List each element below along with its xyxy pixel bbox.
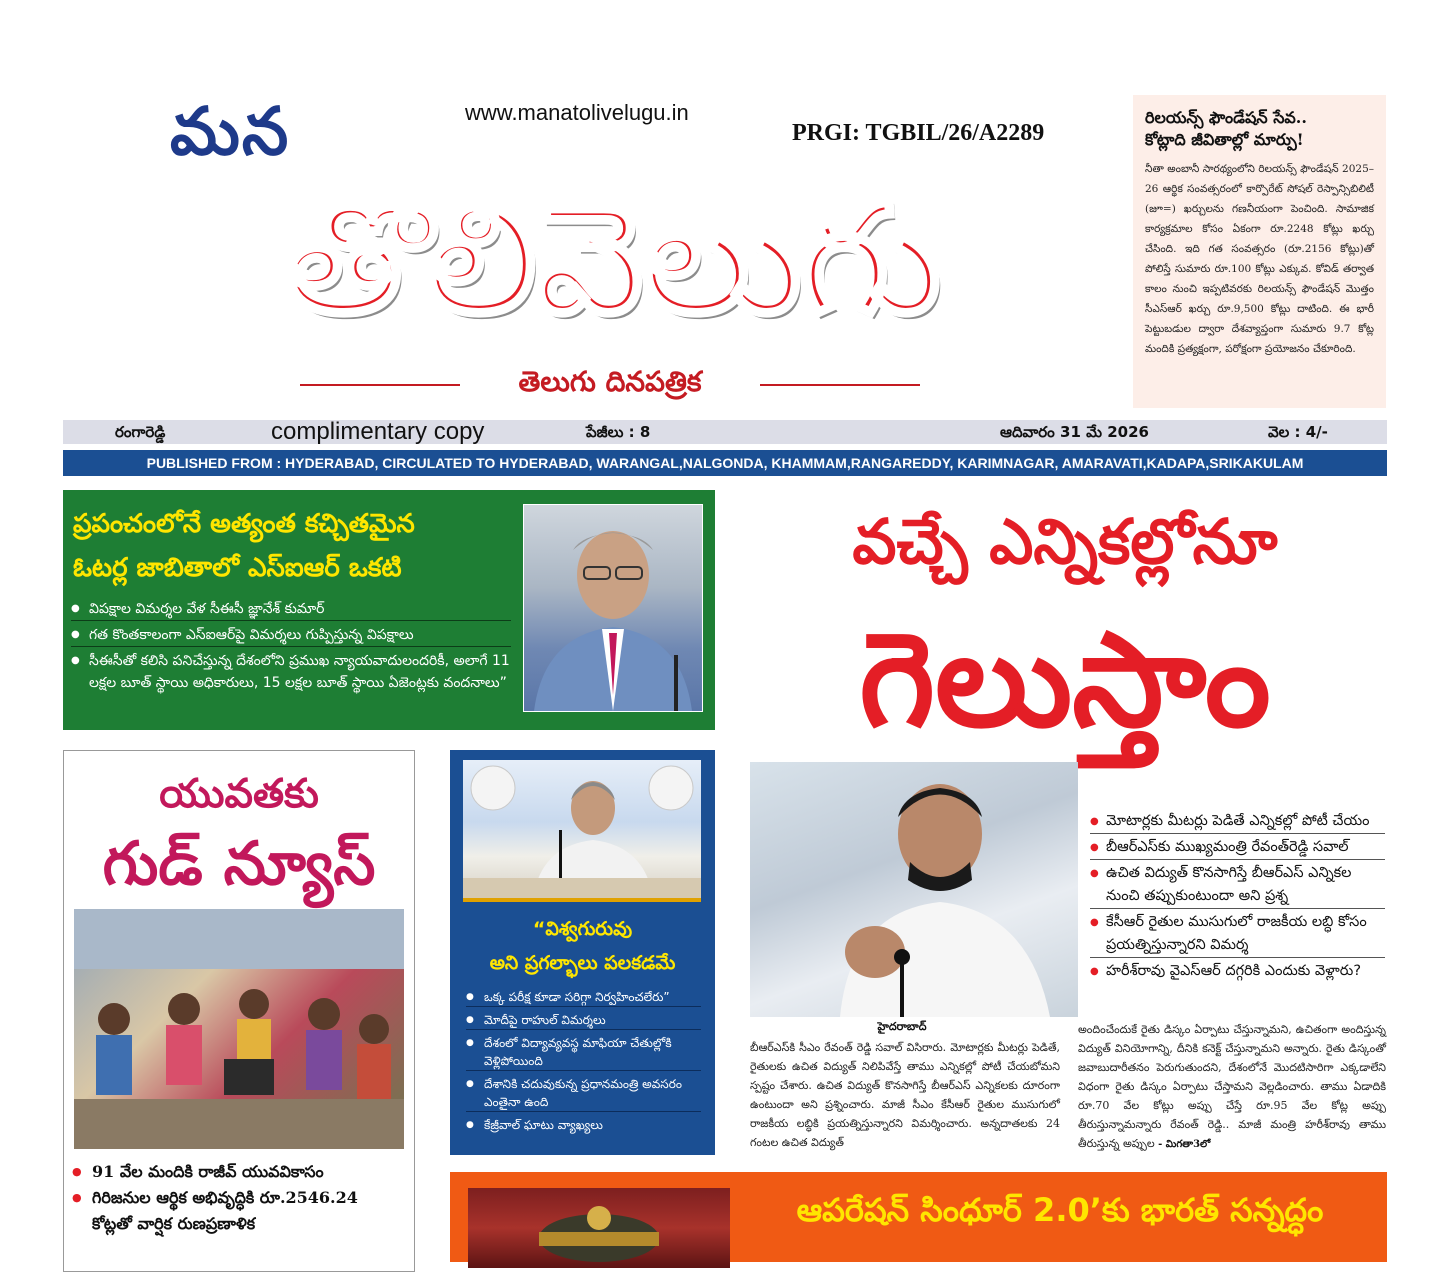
blue-story-bullets [466,988,701,1138]
main-headline[interactable]: గెలుస్తాం [859,604,1271,756]
tagline: తెలుగు దినపత్రిక [460,365,760,405]
list-item: ● కేజ్రీవాల్ ఘాటు వ్యాఖ్యలు [466,1116,701,1134]
price: వెల : 4/- [1268,423,1328,441]
list-item: ● మోదీపై రాహుల్ విమర్శలు [466,1011,701,1030]
info-strip [63,420,1387,444]
orange-story-box[interactable] [450,1172,1387,1262]
list-item: ● సీఈసీతో కలిసి పనిచేస్తున్న దేశంలోని ప్రముఖ న్యాయవాదులందరికీ, అలాగే 11 లక్షల బూత్ స్థాయి అధికారులు, 15 లక్షల బూత్ స్థాయి ఏజెంట్లకు వందనాలు” [71,650,511,694]
list-item: ● మోటార్లకు మీటర్లు పెడితే ఎన్నికల్లో పోటీ చేయం [1090,810,1385,834]
person-gesturing-icon [750,762,1078,1017]
list-item: ● దేశంలో విద్యావ్యవస్థ మాఫియా చేతుల్లోకి వెళ్లిపోయింది [466,1034,701,1071]
list-item: ● గత కొంతకాలంగా ఎస్ఐఆర్‌పై విమర్శలు గుప్పిస్తున్న విపక్షాలు [71,624,511,647]
youth-story-bullets [72,1159,402,1237]
green-story-box[interactable] [63,490,715,730]
main-headline-top[interactable]: వచ్చే ఎన్నికల్లోనూ [852,505,1278,578]
dateline: హైదరాబాద్ [877,1020,927,1033]
edition-district: రంగారెడ్డి [115,423,166,441]
cm-photo [750,762,1078,1017]
tagline-rule-right [760,384,920,386]
issue-date: ఆదివారం 31 మే 2026 [1000,423,1149,441]
list-item: ● 91 వేల మందికి రాజీవ్ యువవికాసం [72,1159,402,1185]
green-story-headline: ప్రపంచంలోనే అత్యంత కచ్చితమైన ఓటర్ల జాబితాలో ఎస్ఐఆర్ ఒకటి [73,509,415,583]
main-story-bullets [1090,810,1385,985]
side-story-title: రిలయన్స్ ఫౌండేషన్ సేవ.. కోట్లాది జీవితాల్లో మార్పు! [1145,108,1307,149]
main-story-column-1: బీఆర్ఎస్‌కి సీఎం రేవంత్ రెడ్డి సవాల్ విసిరారు. మోటార్లకు మీటర్లు పెడితే, రైతులకు ఉచిత విద్యుత్ నిలిపివేస్తే తాము ఎన్నికల్లో పోటీ చేయబోమని స్పష్టం చేశారు. ఉచిత విద్యుత్ కొనసాగిస్తే బీఆర్ఎస్ ఎన్నికలకు దూరంగా ఉంటుందా అని ప్రశ్నించారు. మాజీ సీఎం కేసీఆర్ రైతుల ముసుగులో రాజకీయ లబ్ధికి ప్రయత్నిస్తున్నారని విమర్శించారు. అన్నదాతలకు 24 గంటల ఉచిత విద్యుత్ [750,1041,1060,1149]
person-speaking-icon [463,760,701,898]
crowd-photo-icon [74,909,404,1149]
masthead-mana: మన [170,92,291,170]
list-item: ● బీఆర్ఎస్‌కు ముఖ్యమంత్రి రేవంత్‌రెడ్డి సవాల్ [1090,836,1385,860]
green-story-bullets [71,598,511,697]
army-chief-photo [468,1188,730,1268]
list-item: ● దేశానికి చదువుకున్న ప్రధానమంత్రి అవసరం ఎంతైనా ఉంది [466,1075,701,1112]
rahul-photo [463,760,701,902]
newspaper-logo: తొలివెలుగు [284,173,941,347]
blue-story-quote: “విశ్వగురువు అని ప్రగల్భాలు పలకడమే [489,918,676,974]
continued-marker[interactable]: - మిగతా3లో [1158,1139,1211,1150]
youth-story-box[interactable] [63,750,415,1272]
tagline-rule-left [300,384,460,386]
side-story-body: నీతా అంబానీ సారథ్యంలోని రిలయన్స్ ఫౌండేషన్ 2025–26 ఆర్థిక సంవత్సరంలో కార్పొరేట్ సోషల్ రెస్పాన్సిబిలిటీ (జూ=) ఖర్చులను గణనీయంగా పెంచింది. సామాజిక కార్యక్రమాల కోసం ఏకంగా రూ.2248 కోట్లు ఖర్చు చేసింది. ఇది గత సంవత్సరం (రూ.2156 కోట్లు)తో పోలిస్తే సుమారు రూ.100 కోట్లు ఎక్కువ. కోవిడ్ తర్వాత కాలం నుంచి ఇప్పటివరకు రిలయన్స్ ఫౌండేషన్ మొత్తం సీఎస్ఆర్ ఖర్చు రూ.9,500 కోట్లు దాటింది. ఈ భారీ పెట్టుబడుల ద్వారా దేశవ్యాప్తంగా సుమారు 9.7 కోట్ల మందికి ప్రత్యక్షంగా, పరోక్షంగా ప్రయోజనం చేకూరింది. [1145,163,1374,355]
list-item: ● విపక్షాల విమర్శల వేళ సీఈసీ జ్ఞానేశ్ కుమార్ [71,598,511,621]
youth-crowd-photo [74,909,404,1149]
youth-story-kicker: యువతకు [159,771,319,817]
copy-label: complimentary copy [271,418,485,445]
main-story-column-2: అందించేందుకే రైతు డిస్కం ఏర్పాటు చేస్తున్నామని, ఉచితంగా అందిస్తున్న విద్యుత్ వినియోగాన్ని, దీనికి కనెక్ట్ చేస్తున్నామని అన్నారు. రైతు డిస్కంతో జవాబుదారీతనం పెరుగుతుందని, దేశంలోనే మొదటిసారిగా ఎక్కడాలేని విధంగా రైతు డిస్కం ఏర్పాటు చేస్తామని వెల్లడించారు. తాము ఏడాదికి రూ.70 వేల కోట్లు అప్పు చేస్తే రూ.95 వేల కోట్ల అప్పు తీరుస్తున్నామన్నారు రేవంత్ రెడ్డి.. మాజీ మంత్రి హరీశ్‌రావు తాము తీరుస్తున్న అప్పుల - మిగతా3లో [1078,1023,1386,1150]
side-story-box[interactable] [1133,95,1386,408]
page-count: పేజీలు : 8 [586,423,651,441]
prgi-number: PRGI: TGBIL/26/A2289 [792,120,1045,146]
military-cap-icon [468,1188,730,1268]
youth-story-headline: గుడ్ న్యూస్ [102,829,376,899]
list-item: ● గిరిజనుల ఆర్థిక అభివృద్ధికి రూ.2546.24 కోట్లతో వార్షిక రుణప్రణాళిక [72,1185,402,1237]
list-item: ● హరీశ్‌రావు వైఎస్ఆర్ దగ్గరికి ఎందుకు వెళ్లారు? [1090,960,1385,983]
list-item: ● కేసీఆర్ రైతుల ముసుగులో రాజకీయ లబ్ధి కోసం ప్రయత్నిస్తున్నారని విమర్శ [1090,911,1385,958]
person-silhouette-icon [524,505,702,711]
list-item: ● ఉచిత విద్యుత్ కొనసాగిస్తే బీఆర్ఎస్ ఎన్నికల నుంచి తప్పుకుంటుందా అని ప్రశ్న [1090,862,1385,909]
list-item: ● ఒక్క పరీక్ష కూడా సరిగ్గా నిర్వహించలేరు” [466,988,701,1007]
site-url[interactable]: www.manatolivelugu.in [465,100,689,125]
blue-story-box[interactable] [450,750,715,1155]
published-from-banner: PUBLISHED FROM : HYDERABAD, CIRCULATED TO HYDERABAD, WARANGAL,NALGONDA, KHAMMAM,RANGAREDDY, KARIMNAGAR, AMARAVATI,KADAPA,SRIKAKULAM [63,450,1387,476]
cec-photo [523,504,703,712]
orange-story-headline: ఆపరేషన్ సింధూర్ 2.0’కు భారత్ సన్నద్ధం [796,1191,1324,1229]
